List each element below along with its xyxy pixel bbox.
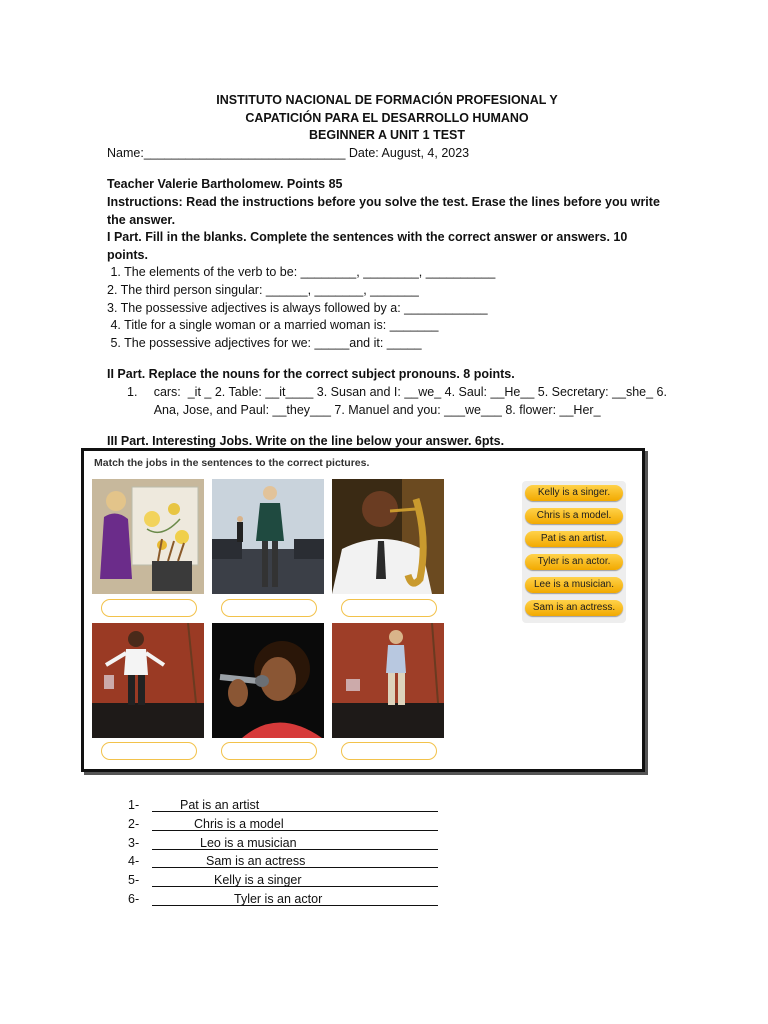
part1-item-5: 5. The possessive adjectives for we: _____and it: _____ <box>107 335 422 350</box>
part1-item-2: 2. The third person singular: ______, _______, _______ <box>107 282 419 297</box>
name-date-line: Name:_____________________________ Date: August, 4, 2023 <box>107 145 470 160</box>
picture-actor <box>332 623 444 738</box>
answer-number: 6- <box>128 891 140 906</box>
answer-box-2[interactable] <box>221 599 317 617</box>
part1-item-1: 1. The elements of the verb to be: ________, ________, __________ <box>107 265 496 280</box>
answer-number: 4- <box>128 854 140 869</box>
answer-text: Kelly is a singer <box>214 873 302 888</box>
answer-row <box>128 890 438 909</box>
choice-lee[interactable]: Lee is a musician. <box>525 577 623 593</box>
exercise-title: Match the jobs in the sentences to the correct pictures. <box>94 457 370 469</box>
answer-box-4[interactable] <box>101 742 197 760</box>
answer-number: 1- <box>128 798 140 812</box>
answer-number: 5- <box>128 873 140 888</box>
answer-text: Sam is an actress <box>206 854 306 869</box>
answer-row <box>128 815 438 834</box>
part1-title: I Part. Fill in the blanks. Complete the sentences with the correct answer or answers. 10 points. <box>107 230 628 262</box>
answer-row <box>128 852 438 871</box>
picture-actress <box>92 623 204 738</box>
picture-model <box>212 479 324 594</box>
answer-row <box>128 871 438 890</box>
document-body <box>107 92 667 451</box>
picture-artist <box>92 479 204 594</box>
part2-number: 1. <box>127 384 138 399</box>
answer-box-3[interactable] <box>341 599 437 617</box>
choice-tyler[interactable]: Tyler is an actor. <box>525 554 623 570</box>
answer-box-6[interactable] <box>341 742 437 760</box>
answer-lines <box>128 796 438 909</box>
choice-chris[interactable]: Chris is a model. <box>525 508 623 524</box>
part1-item-4: 4. Title for a single woman or a married woman is: _______ <box>107 318 439 333</box>
choice-pat[interactable]: Pat is an artist. <box>525 531 623 547</box>
part2-line-1: cars: _it _ 2. Table: __it____ 3. Susan and I: __we_ 4. Saul: __He__ 5. Secretary: __she_ 6. <box>153 384 667 399</box>
picture-musician <box>332 479 444 594</box>
answer-row <box>128 796 438 815</box>
part2-title: II Part. Replace the nouns for the correct subject pronouns. 8 points. <box>107 367 515 382</box>
part2-line-2: Ana, Jose, and Paul: __they___ 7. Manuel and you: ___we___ 8. flower: __Her_ <box>153 402 601 417</box>
answer-box-5[interactable] <box>221 742 317 760</box>
part2-answers <box>107 384 667 419</box>
teacher-line: Teacher Valerie Bartholomew. Points 85 <box>107 177 343 192</box>
answer-box-1[interactable] <box>101 599 197 617</box>
answer-text: Pat is an artist <box>180 798 260 812</box>
word-bank <box>522 481 626 623</box>
answer-text: Tyler is an actor <box>234 891 323 906</box>
instructions: Instructions: Read the instructions before you solve the test. Erase the lines before you write the answer. <box>107 194 660 227</box>
picture-singer <box>212 623 324 738</box>
header-line-3: BEGINNER A UNIT 1 TEST <box>308 128 466 143</box>
matching-exercise <box>81 448 645 772</box>
header-line-2: CAPATICIÓN PARA EL DESARROLLO HUMANO <box>245 110 529 125</box>
answer-number: 2- <box>128 816 140 831</box>
part3-title: III Part. Interesting Jobs. Write on the line below your answer. 6pts. <box>107 434 505 449</box>
choice-sam[interactable]: Sam is an actress. <box>525 600 623 616</box>
answer-text: Leo is a musician <box>200 835 297 850</box>
answer-number: 3- <box>128 835 140 850</box>
part1-item-3: 3. The possessive adjectives is always followed by a: ____________ <box>107 300 488 315</box>
choice-kelly[interactable]: Kelly is a singer. <box>525 485 623 501</box>
answer-row <box>128 834 438 853</box>
header-line-1: INSTITUTO NACIONAL DE FORMACIÓN PROFESIONAL Y <box>216 93 558 107</box>
answer-text: Chris is a model <box>194 816 284 831</box>
